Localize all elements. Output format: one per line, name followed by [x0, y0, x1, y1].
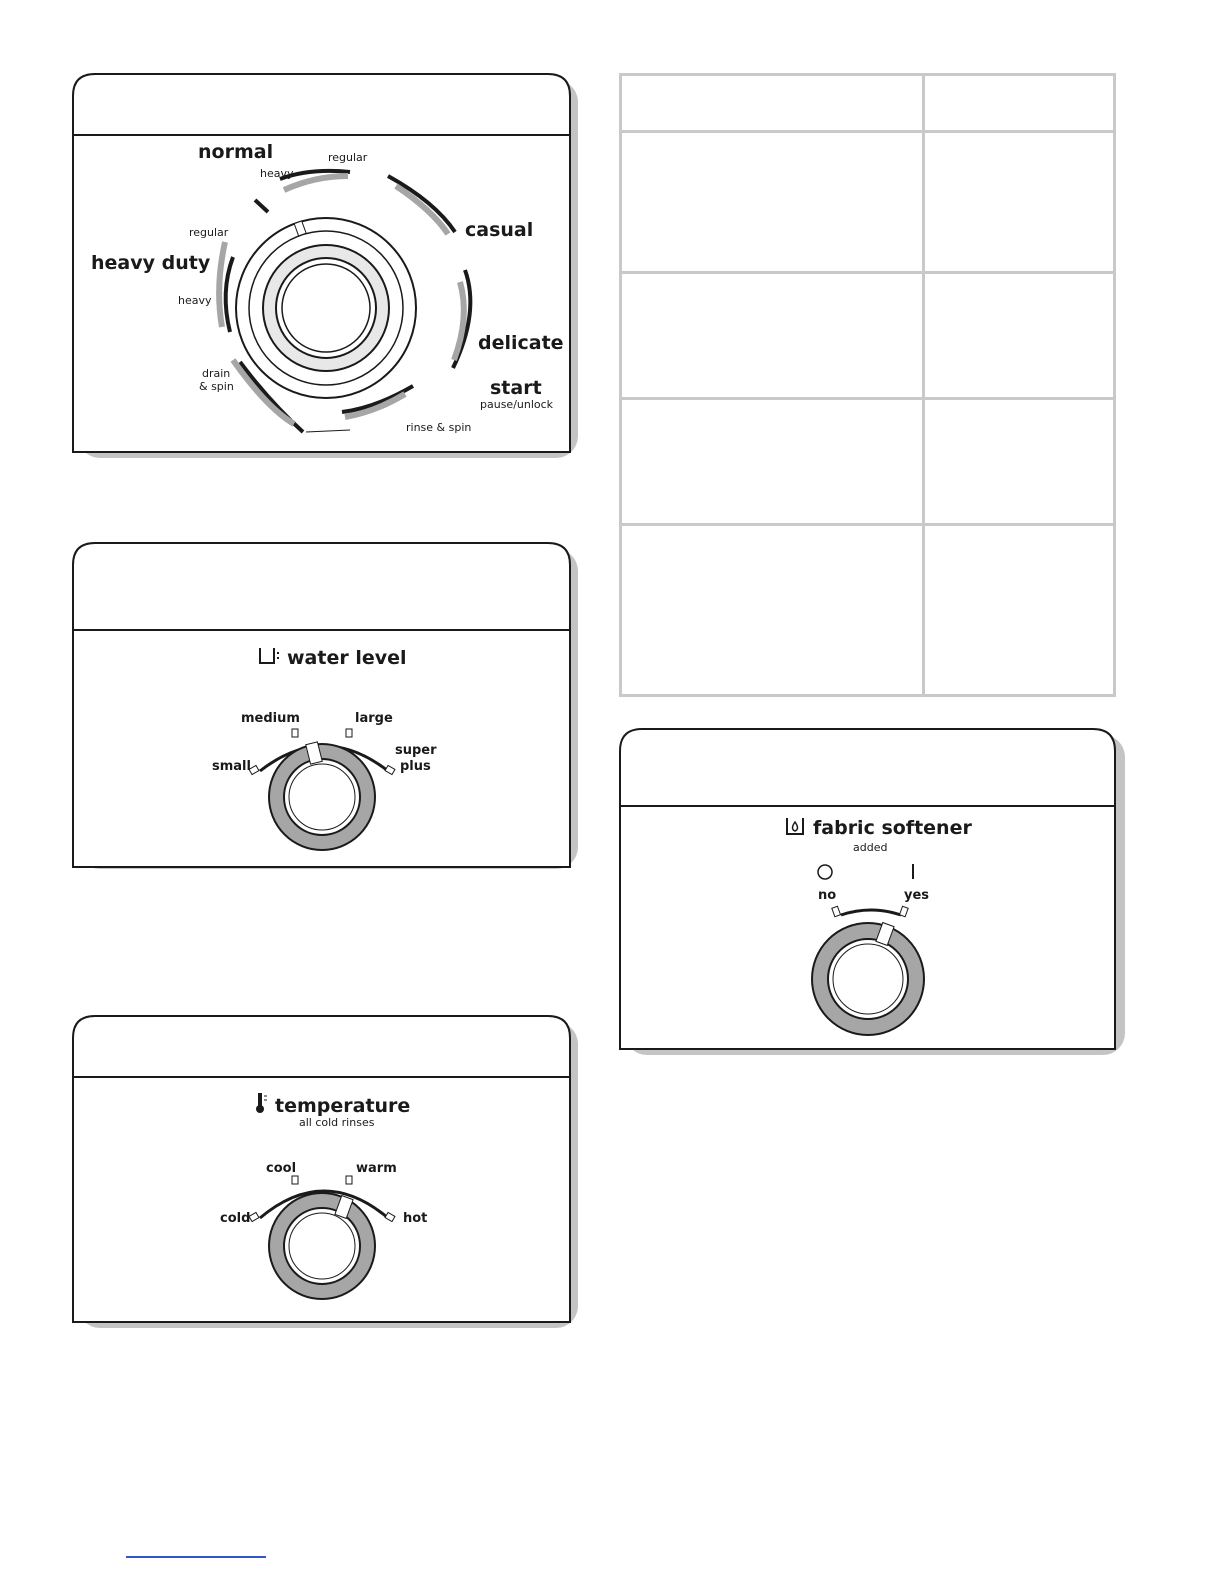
cycle-heavy-duty-heavy-label: heavy: [178, 294, 212, 307]
softener-no-label: no: [818, 888, 837, 903]
table-row: [622, 271, 1113, 400]
cycle-heavy-duty-label: heavy duty: [91, 252, 211, 274]
water-medium-label: medium: [241, 711, 300, 726]
cycle-normal-heavy-label: heavy: [260, 167, 294, 180]
cycle-rinse-spin-label: rinse & spin: [406, 421, 472, 434]
temperature-knob[interactable]: [269, 1193, 375, 1299]
cycle-spin-label: & spin: [199, 380, 234, 393]
table-row: [622, 397, 1113, 526]
table-row: [622, 130, 1113, 274]
cycle-start-sub-label: pause/unlock: [480, 398, 554, 411]
temp-hot-label: hot: [403, 1211, 428, 1226]
temperature-panel: [70, 1014, 582, 1332]
off-symbol-icon: [818, 865, 832, 879]
water-plus-label: plus: [400, 759, 431, 774]
temp-cool-label: cool: [266, 1161, 297, 1176]
water-level-knob[interactable]: [269, 742, 375, 850]
temperature-subtitle: all cold rinses: [299, 1116, 375, 1129]
temp-warm-label: warm: [356, 1161, 397, 1176]
fabric-softener-knob[interactable]: [812, 923, 924, 1035]
water-large-label: large: [355, 711, 393, 726]
footer-link-underline[interactable]: [126, 1556, 266, 1558]
fabric-softener-panel: [617, 727, 1129, 1059]
table-header-row: [622, 76, 1113, 133]
water-level-title: water level: [287, 647, 407, 669]
temp-cold-label: cold: [220, 1211, 251, 1226]
cycle-casual-label: casual: [465, 219, 534, 241]
water-super-label: super: [395, 743, 437, 758]
cycle-heavy-duty-regular-label: regular: [189, 226, 229, 239]
softener-yes-label: yes: [904, 888, 930, 903]
cycle-start-label[interactable]: start: [490, 377, 542, 399]
info-table: [619, 73, 1116, 697]
water-small-label: small: [212, 759, 251, 774]
cycle-normal-regular-label: regular: [328, 151, 368, 164]
cycle-knob[interactable]: [236, 218, 416, 398]
softener-subtitle: added: [853, 841, 888, 854]
water-level-panel: [70, 541, 582, 873]
cycle-panel: [70, 72, 582, 462]
cycle-normal-label: normal: [198, 141, 274, 163]
cycle-delicate-label: delicate: [478, 332, 564, 354]
softener-title: fabric softener: [813, 817, 972, 839]
cycle-drain-label: drain: [202, 367, 231, 380]
temperature-title: temperature: [275, 1095, 411, 1117]
